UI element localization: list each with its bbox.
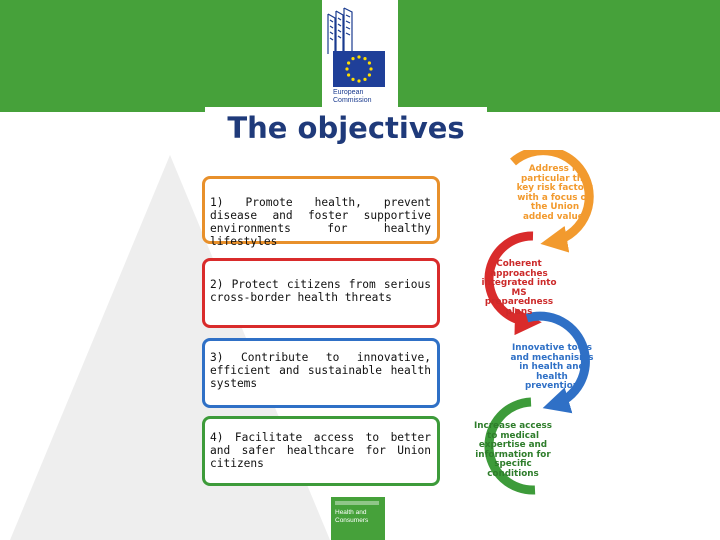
- ec-logo-text: [333, 89, 393, 105]
- cycle-label-1: Address in particular the key risk factors with a focus on the Union added value.: [516, 164, 594, 222]
- cycle-label-4: Increase access to medical expertise and information for specific conditions: [473, 421, 553, 479]
- eu-flag-icon: [333, 51, 385, 87]
- commission-building-icon: [326, 6, 356, 56]
- cycle-label-2: Coherent approaches integrated into MS preparedness plans: [481, 259, 557, 317]
- cycle-label-3: Innovative tools and mechanisms in health and health prevention: [510, 343, 594, 392]
- objective-box-2: 2) Protect citizens from serious cross-border health threats: [202, 258, 440, 328]
- dg-logo: [331, 497, 385, 540]
- logo-line-european: European: [333, 89, 364, 96]
- dg-logo-line-1: Health and: [335, 509, 367, 516]
- objective-box-1: 1) Promote health, prevent disease and foster supportive environments for healthy lifestyles: [202, 176, 440, 244]
- dg-logo-bar: [335, 501, 379, 505]
- dg-logo-line-2: Consumers: [335, 516, 369, 524]
- objective-box-4: 4) Facilitate access to better and safer healthcare for Union citizens: [202, 416, 440, 486]
- logo-line-commission: Commission: [333, 97, 372, 104]
- page-title: The objectives: [205, 107, 487, 153]
- objective-box-3: 3) Contribute to innovative, efficient and sustainable health systems: [202, 338, 440, 408]
